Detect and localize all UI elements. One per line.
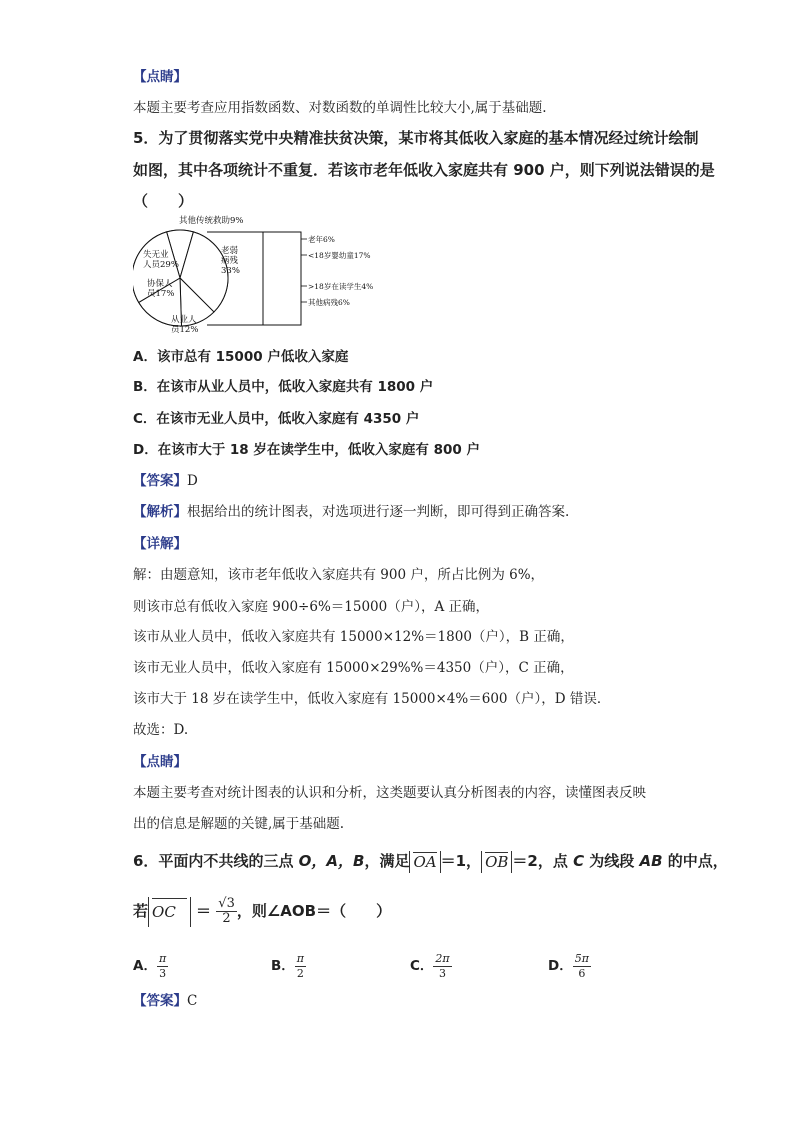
q6-text: ＝2，点 [512, 852, 574, 870]
detail-line: 该市大于 18 岁在读学生中，低收入家庭有 15000×4%＝600（户），D 错误． [133, 691, 611, 707]
detail-line: 则该市总有低收入家庭 900÷6%＝15000（户），A 正确， [133, 599, 490, 615]
answer-tag: 【答案】 [133, 473, 187, 489]
detail-heading: 【详解】 [133, 536, 187, 552]
option-label: C． [410, 958, 434, 974]
label-other-aid: 其他传统救助9% [179, 216, 244, 226]
breakdown-items [301, 234, 373, 307]
point-c: C [573, 852, 585, 870]
fraction [295, 952, 306, 981]
label-elderly-1: 老弱 [221, 246, 239, 256]
detail-line: 故选：D. [133, 722, 189, 738]
q5-option-a: A．该市总有 15000 户低收入家庭 [133, 349, 349, 365]
q6-text: ＝1， [440, 852, 482, 870]
vector-ob: OB [485, 852, 509, 871]
fraction-denominator: 2 [296, 966, 304, 980]
option-label: A． [133, 958, 157, 974]
label-employed-1: 从业人 [171, 315, 197, 325]
q5-option-b: B．在该市从业人员中，低收入家庭共有 1800 户 [133, 379, 434, 395]
label-insured-2: 员17% [147, 289, 175, 299]
q6-option-a [133, 950, 168, 982]
answer-value: C [187, 993, 198, 1009]
breakdown-label: <18岁婴幼童17% [308, 251, 371, 260]
label-insured-1: 协保人 [147, 279, 173, 289]
q5-answer [133, 472, 198, 490]
label-unemployed-1: 失无业 [143, 250, 169, 260]
q6-text: 6．平面内不共线的三点 [133, 852, 299, 870]
q5-analysis [133, 503, 569, 521]
q6-text: ＝ [196, 902, 212, 920]
segment-ab: AB [639, 852, 663, 870]
answer-tag: 【答案】 [133, 993, 187, 1009]
fraction-numerator: 2π [435, 951, 450, 965]
label-elderly-3: 33% [221, 266, 240, 276]
label-unemployed-2: 人员29% [143, 260, 179, 270]
fraction [157, 952, 168, 981]
q6-option-b [271, 950, 306, 982]
fraction-numerator: π [296, 951, 305, 965]
q5-option-d: D．在该市大于 18 岁在读学生中，低收入家庭有 800 户 [133, 442, 480, 458]
detail-line: 该市从业人员中，低收入家庭共有 15000×12%＝1800（户），B 正确， [133, 629, 574, 645]
detail-line: 解：由题意知，该市老年低收入家庭共有 900 户，所占比例为 6%， [133, 567, 545, 583]
remark-line: 出的信息是解题的关键,属于基础题. [133, 816, 345, 832]
vector-oc-norm [148, 897, 191, 927]
q6-text: 的中点， [662, 852, 728, 870]
option-label: B． [271, 958, 295, 974]
fraction-denominator: 2 [222, 911, 231, 926]
pie-chart [133, 212, 393, 340]
vector-oc: OC [152, 902, 176, 921]
answer-value: D [187, 473, 198, 489]
q6-option-c [410, 950, 452, 982]
fraction-denominator: 6 [578, 966, 586, 980]
remark-heading: 【点睛】 [133, 754, 187, 770]
fraction-numerator: π [158, 951, 167, 965]
vector-oa-norm [409, 851, 440, 873]
q6-text: ，则∠AOB＝（ ） [236, 902, 392, 920]
vector-ob-norm [481, 851, 512, 873]
fraction-numerator: √3 [218, 896, 235, 911]
q6-text: 为线段 [584, 852, 640, 870]
sqrt3-over-2 [216, 897, 237, 926]
analysis-tag: 【解析】 [133, 504, 187, 520]
vector-oa: OA [413, 852, 437, 871]
q6-text: ，满足 [364, 852, 410, 870]
remark-heading: 【点睛】 [133, 69, 187, 85]
q6-answer [133, 992, 197, 1010]
breakdown-label: 其他病残6% [308, 298, 350, 307]
breakdown-label: >18岁在读学生4% [308, 282, 374, 291]
q5-stem-line2: 如图，其中各项统计不重复．若该市老年低收入家庭共有 900 户，则下列说法错误的是 [133, 161, 715, 179]
option-label: D． [548, 958, 573, 974]
fraction [573, 952, 591, 981]
q6-text: 若 [133, 902, 149, 920]
label-elderly-2: 病残 [221, 256, 239, 266]
q5-option-c: C．在该市无业人员中，低收入家庭有 4350 户 [133, 411, 420, 427]
q6-option-d [548, 950, 591, 982]
q6-stem-line2 [133, 894, 391, 928]
fraction [433, 952, 451, 981]
pie-slices [133, 230, 228, 326]
remark-line: 本题主要考查对统计图表的认识和分析，这类题要认真分析图表的内容，读懂图表反映 [133, 785, 646, 801]
remark-text: 本题主要考查应用指数函数、对数函数的单调性比较大小,属于基础题. [133, 100, 547, 116]
detail-line: 该市无业人员中，低收入家庭有 15000×29%%＝4350（户），C 正确， [133, 660, 574, 676]
breakdown-label: 老年6% [308, 235, 335, 244]
fraction-denominator: 3 [159, 966, 167, 980]
q6-stem-line1 [133, 848, 728, 874]
breakdown-box [263, 232, 301, 325]
q5-paren: （ ） [133, 192, 194, 210]
q6-points: O，A，B [298, 852, 365, 870]
label-employed-2: 员12% [171, 325, 199, 335]
fraction-numerator: 5π [574, 951, 589, 965]
fraction-denominator: 3 [439, 966, 447, 980]
q5-stem-line1: 5．为了贯彻落实党中央精准扶贫决策，某市将其低收入家庭的基本情况经过统计绘制 [133, 129, 699, 147]
analysis-text: 根据给出的统计图表，对选项进行逐一判断，即可得到正确答案. [187, 504, 570, 520]
